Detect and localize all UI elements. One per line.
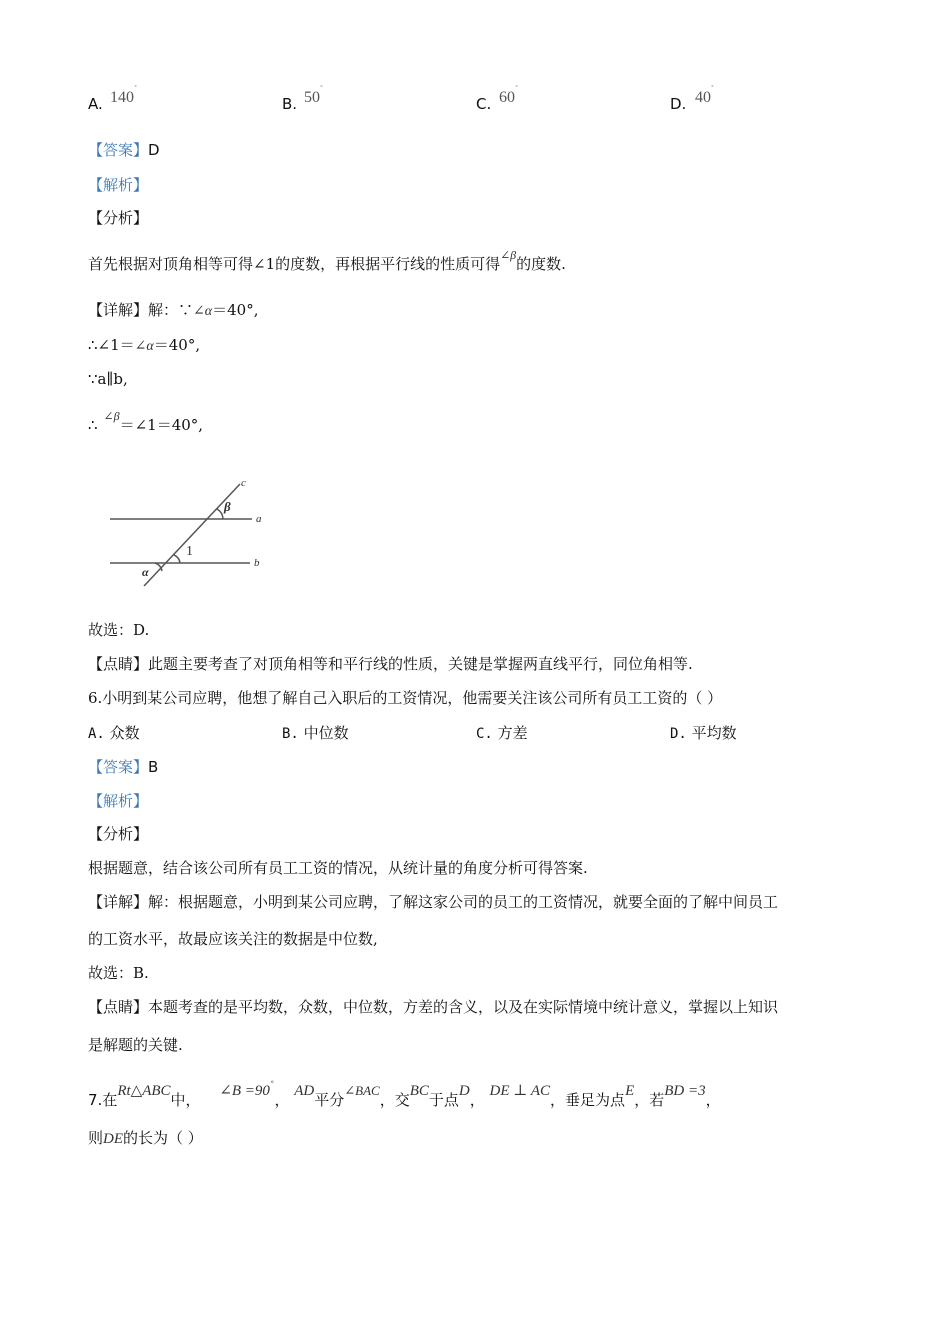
q6-answer: 【答案】B bbox=[88, 758, 159, 776]
q5-answer: 【答案】D bbox=[88, 141, 160, 159]
q7-stem-line-2: 则DE的长为（ ） bbox=[88, 1129, 203, 1147]
q6-option-a: A. 众数 bbox=[88, 724, 140, 742]
q5-step-2: ∴∠1＝∠α＝40°, bbox=[88, 336, 201, 354]
parallel-lines-figure bbox=[100, 470, 280, 595]
q5-step-3: ∵a∥b, bbox=[88, 370, 128, 388]
q6-dianjing-2: 是解题的关键. bbox=[88, 1036, 183, 1054]
q5-dianjing: 【点睛】此题主要考查了对顶角相等和平行线的性质，关键是掌握两直线平行，同位角相等. bbox=[88, 655, 693, 673]
q5-detail: 【详解】解：∵∠α＝40°, bbox=[88, 301, 259, 319]
q6-choose: 故选：B. bbox=[88, 964, 149, 982]
label-c: c bbox=[241, 477, 246, 489]
q6-jiexi-tag: 【解析】 bbox=[88, 792, 149, 810]
label-b: b bbox=[254, 557, 260, 569]
angle-1-arc bbox=[174, 555, 180, 563]
q6-detail-2: 的工资水平，故最应该关注的数据是中位数, bbox=[88, 930, 378, 948]
q5-option-c-letter: C. bbox=[476, 95, 492, 113]
q5-fenxi: 首先根据对顶角相等可得∠1的度数，再根据平行线的性质可得$^{\angle\beta}$的度数. bbox=[88, 248, 566, 273]
q5-option-b-letter: B. bbox=[282, 95, 298, 113]
q6-fenxi-tag: 【分析】 bbox=[88, 825, 149, 843]
label-a: a bbox=[256, 513, 262, 525]
label-beta: β bbox=[224, 499, 231, 514]
q6-option-b: B. 中位数 bbox=[282, 724, 349, 742]
q5-choose: 故选：D. bbox=[88, 621, 150, 639]
q5-jiexi-tag: 【解析】 bbox=[88, 176, 149, 194]
q6-option-c: C. 方差 bbox=[476, 724, 528, 742]
q5-option-c-value: 60˚ bbox=[499, 84, 518, 106]
label-alpha: α bbox=[142, 565, 149, 579]
label-1: 1 bbox=[186, 544, 193, 559]
q5-option-a-value: 140˚ bbox=[110, 84, 137, 106]
q6-detail-1: 【详解】解：根据题意，小明到某公司应聘，了解这家公司的员工的工资情况，就要全面的了解中间员工 bbox=[88, 893, 779, 911]
q5-step-4: ∴ $^{\angle\beta}$＝∠1＝40°, bbox=[88, 409, 204, 434]
q5-option-d-letter: D. bbox=[670, 95, 687, 113]
q5-option-a-letter: A. bbox=[88, 95, 103, 113]
q5-option-d-value: 40˚ bbox=[695, 84, 714, 106]
q6-option-d: D. 平均数 bbox=[670, 724, 737, 742]
q5-option-b-value: 50˚ bbox=[304, 84, 323, 106]
q5-fenxi-tag: 【分析】 bbox=[88, 209, 149, 227]
q6-fenxi: 根据题意，结合该公司所有员工工资的情况，从统计量的角度分析可得答案. bbox=[88, 859, 588, 877]
q6-dianjing-1: 【点睛】本题考查的是平均数，众数，中位数，方差的含义，以及在实际情境中统计意义，掌握以上知识 bbox=[88, 998, 779, 1016]
q6-stem: 6.小明到某公司应聘，他想了解自己入职后的工资情况，他需要关注该公司所有员工工资的（ ） bbox=[88, 689, 723, 707]
angle-beta-arc bbox=[217, 509, 223, 519]
q7-stem-line-1: 7.在Rt△ABC中， ∠B =90˚， AD平分∠BAC，交BC于点D， DE ⊥ AC，垂足为点E，若BD =3， bbox=[88, 1082, 721, 1109]
